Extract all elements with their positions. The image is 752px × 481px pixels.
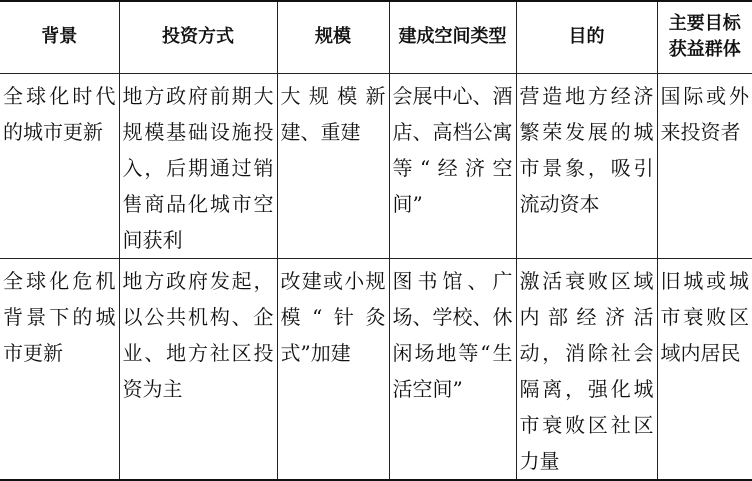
- table-row: [0, 258, 752, 480]
- header-background: 背景: [0, 1, 119, 73]
- cell-background: 全球化时代的城市更新: [0, 73, 119, 258]
- cell-space-type: 图书馆、广场、学校、休闲场地等“生活空间”: [389, 258, 516, 480]
- header-beneficiaries: 主要目标获益群体: [657, 1, 752, 73]
- cell-scale: 改建或小规模“针灸式”加建: [277, 258, 389, 480]
- cell-beneficiaries: 旧城或城市衰败区域内居民: [657, 258, 752, 480]
- cell-space-type: 会展中心、酒店、高档公寓等“经济空间”: [389, 73, 516, 258]
- cell-beneficiaries: 国际或外来投资者: [657, 73, 752, 258]
- table-header-row: [0, 1, 752, 73]
- header-purpose: 目的: [516, 1, 657, 73]
- cell-investment-method: 地方政府前期大规模基础设施投入，后期通过销售商品化城市空间获利: [119, 73, 277, 258]
- header-space-type: 建成空间类型: [389, 1, 516, 73]
- cell-purpose: 激活衰败区域内部经济活动，消除社会隔离，强化城市衰败区社区力量: [516, 258, 657, 480]
- cell-background: 全球化危机背景下的城市更新: [0, 258, 119, 480]
- cell-investment-method: 地方政府发起，以公共机构、企业、地方社区投资为主: [119, 258, 277, 480]
- header-scale: 规模: [277, 1, 389, 73]
- cell-scale: 大规模新建、重建: [277, 73, 389, 258]
- header-investment-method: 投资方式: [119, 1, 277, 73]
- cell-purpose: 营造地方经济繁荣发展的城市景象，吸引流动资本: [516, 73, 657, 258]
- table-row: [0, 73, 752, 258]
